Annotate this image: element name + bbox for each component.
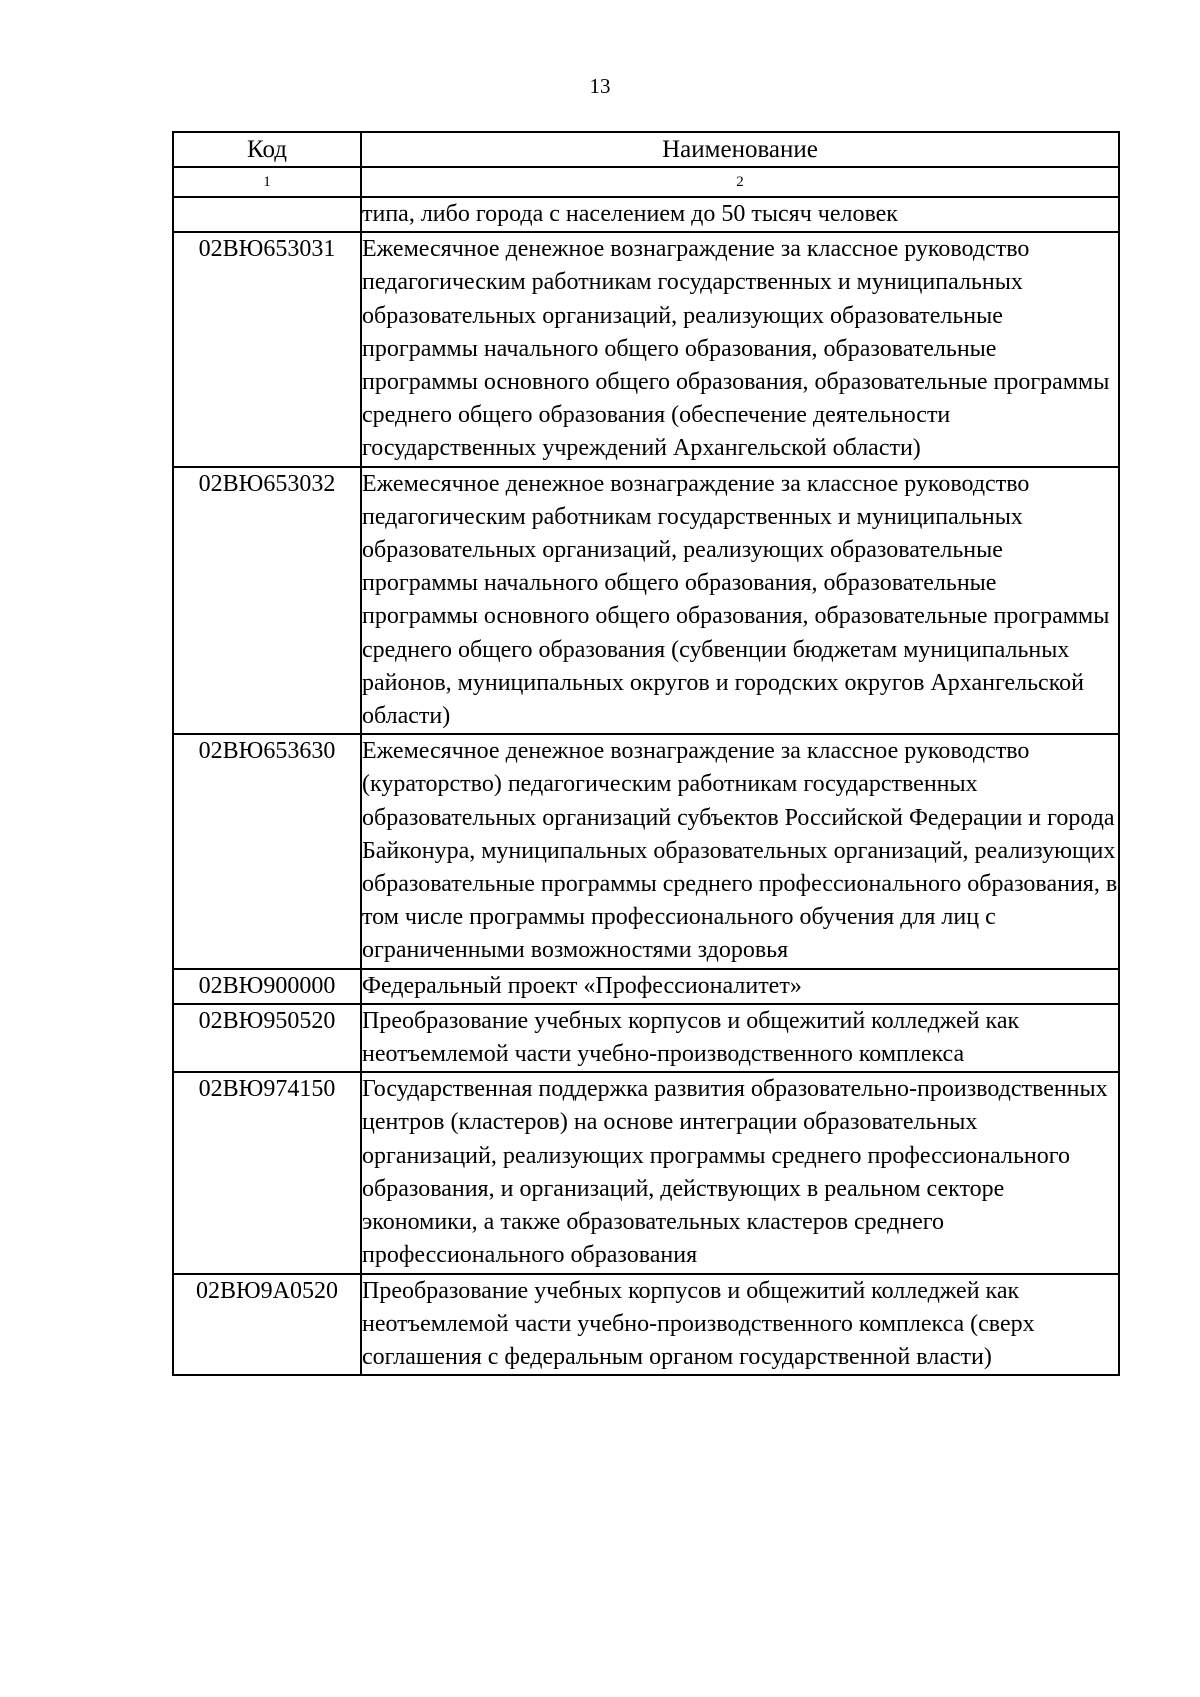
- row-code: [173, 197, 361, 232]
- row-code: 02ВЮ9А0520: [173, 1274, 361, 1376]
- row-name: Преобразование учебных корпусов и общежитий колледжей как неотъемлемой части учебно-производственного комплекса: [361, 1004, 1119, 1072]
- table-header-row: [173, 132, 1119, 167]
- row-code: 02ВЮ653032: [173, 467, 361, 735]
- column-number-1: 1: [173, 167, 361, 197]
- row-code: 02ВЮ974150: [173, 1072, 361, 1273]
- row-name: Ежемесячное денежное вознаграждение за классное руководство педагогическим работникам государственных и муниципальных образовательных организаций, реализующих образовательные программы начального общего образования, образовательные программы основного общего образования, образовательные программы среднего общего образования (обеспечение деятельности государственных учреждений Архангельской области): [361, 232, 1119, 466]
- table-row: [173, 1072, 1119, 1273]
- table-row: [173, 1004, 1119, 1072]
- row-code: 02ВЮ653031: [173, 232, 361, 466]
- table-row: [173, 197, 1119, 232]
- header-code: Код: [173, 132, 361, 167]
- row-code: 02ВЮ653630: [173, 734, 361, 968]
- column-number-row: [173, 167, 1119, 197]
- table-row: [173, 232, 1119, 466]
- row-code: 02ВЮ950520: [173, 1004, 361, 1072]
- header-name: Наименование: [361, 132, 1119, 167]
- page-number: 13: [589, 74, 611, 98]
- row-name: Федеральный проект «Профессионалитет»: [361, 969, 1119, 1004]
- row-name: Преобразование учебных корпусов и общежитий колледжей как неотъемлемой части учебно-производственного комплекса (сверх соглашения с федеральным органом государственной власти): [361, 1274, 1119, 1376]
- budget-codes-table: [172, 131, 1120, 1376]
- table-row: [173, 969, 1119, 1004]
- row-name: типа, либо города с населением до 50 тысяч человек: [361, 197, 1119, 232]
- table-row: [173, 734, 1119, 968]
- column-number-2: 2: [361, 167, 1119, 197]
- row-name: Ежемесячное денежное вознаграждение за классное руководство педагогическим работникам государственных и муниципальных образовательных организаций, реализующих образовательные программы начального общего образования, образовательные программы основного общего образования, образовательные программы среднего общего образования (субвенции бюджетам муниципальных районов, муниципальных округов и городских округов Архангельской области): [361, 467, 1119, 735]
- row-name: Государственная поддержка развития образовательно-производственных центров (кластеров) на основе интеграции образовательных организаций, реализующих программы среднего профессионального образования, и организаций, действующих в реальном секторе экономики, а также образовательных кластеров среднего профессионального образования: [361, 1072, 1119, 1273]
- row-code: 02ВЮ900000: [173, 969, 361, 1004]
- table-row: [173, 1274, 1119, 1376]
- row-name: Ежемесячное денежное вознаграждение за классное руководство (кураторство) педагогическим работникам государственных образовательных организаций субъектов Российской Федерации и города Байконура, муниципальных образовательных организаций, реализующих образовательные программы среднего профессионального образования, в том числе программы профессионального обучения для лиц с ограниченными возможностями здоровья: [361, 734, 1119, 968]
- table-row: [173, 467, 1119, 735]
